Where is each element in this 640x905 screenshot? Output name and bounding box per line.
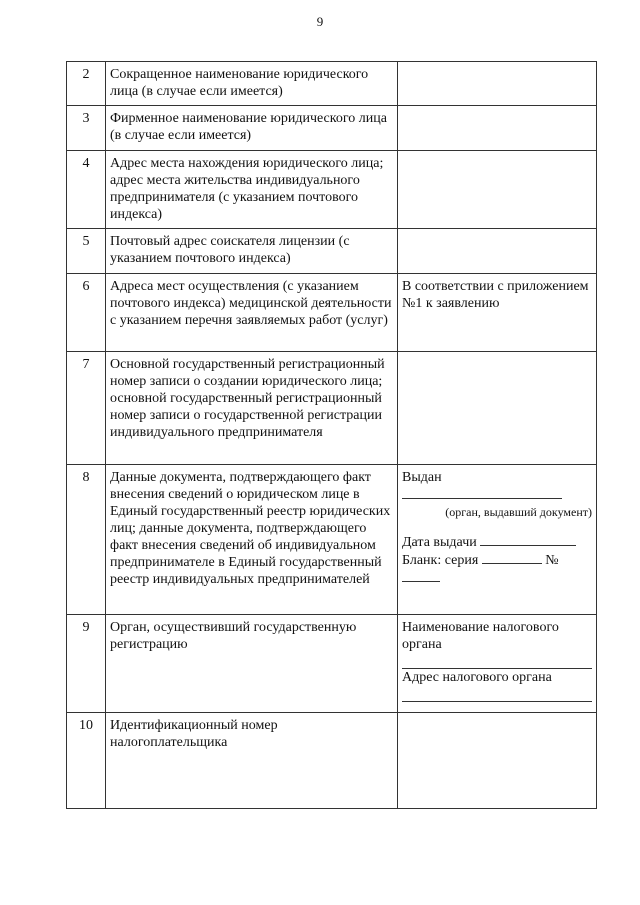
issue-date-line	[402, 533, 592, 551]
row-number: 5	[67, 229, 106, 274]
table-row	[67, 352, 597, 465]
blank-series-label: Бланк: серия	[402, 553, 479, 568]
row-number: 2	[67, 62, 106, 106]
issued-by-field[interactable]	[402, 486, 562, 499]
issue-date-label: Дата выдачи	[402, 535, 477, 550]
tax-authority-cell	[398, 615, 597, 713]
row-value-field[interactable]	[398, 713, 597, 809]
row-number: 6	[67, 274, 106, 352]
row-value-field[interactable]	[398, 62, 597, 106]
issue-date-field[interactable]	[480, 533, 576, 546]
row-label: Фирменное наименование юридического лица (в случае если имеется)	[106, 106, 398, 151]
application-form-table	[66, 61, 597, 809]
row-label: Основной государственный регистрационный номер записи о создании юридического лица; основной государственный регистрационный номер записи о государственной регистрации индивидуального предпринимателя	[106, 352, 398, 465]
row-number: 8	[67, 465, 106, 615]
row-label: Адреса мест осуществления (с указанием почтового индекса) медицинской деятельности с указанием перечня заявляемых работ (услуг)	[106, 274, 398, 352]
row-label: Идентификационный номер налогоплательщика	[106, 713, 398, 809]
row-label: Орган, осуществивший государственную регистрацию	[106, 615, 398, 713]
row-value-field[interactable]	[398, 229, 597, 274]
registration-document-cell	[398, 465, 597, 615]
table-row	[67, 106, 597, 151]
row-label: Адрес места нахождения юридического лица; адрес места жительства индивидуального предпринимателя (с указанием почтового индекса)	[106, 151, 398, 229]
row-value-field[interactable]	[398, 151, 597, 229]
row-number: 9	[67, 615, 106, 713]
row-number: 10	[67, 713, 106, 809]
number-sign: №	[545, 553, 559, 568]
page-number: 9	[316, 14, 324, 29]
table-row	[67, 62, 597, 106]
table-row	[67, 713, 597, 809]
blank-series-line	[402, 551, 592, 587]
row-label: Сокращенное наименование юридического лица (в случае если имеется)	[106, 62, 398, 106]
tax-authority-address-field[interactable]	[402, 701, 592, 702]
row-value-field[interactable]: В соответствии с приложением №1 к заявлению	[398, 274, 597, 352]
row-number: 3	[67, 106, 106, 151]
issued-line	[402, 469, 592, 504]
row-value-field[interactable]	[398, 352, 597, 465]
table-row	[67, 274, 597, 352]
issued-label: Выдан	[402, 470, 442, 485]
row-label: Данные документа, подтверждающего факт внесения сведений о юридическом лице в Единый государственный реестр юридических лиц; данные документа, подтверждающего факт внесения сведений об индивидуальном предпринимателе в Единый государственный реестр индивидуальных предпринимателей	[106, 465, 398, 615]
row-value-field[interactable]	[398, 106, 597, 151]
blank-series-field[interactable]	[482, 551, 542, 564]
table-row	[67, 615, 597, 713]
row-number: 4	[67, 151, 106, 229]
table-row	[67, 229, 597, 274]
row-label: Почтовый адрес соискателя лицензии (с указанием почтового индекса)	[106, 229, 398, 274]
table-row	[67, 465, 597, 615]
blank-number-field[interactable]	[402, 569, 440, 582]
issued-caption: (орган, выдавший документ)	[445, 505, 592, 519]
row-number: 7	[67, 352, 106, 465]
table-row	[67, 151, 597, 229]
tax-authority-name-label: Наименование налогового органа	[402, 620, 559, 652]
tax-authority-address-label: Адрес налогового органа	[402, 670, 552, 685]
